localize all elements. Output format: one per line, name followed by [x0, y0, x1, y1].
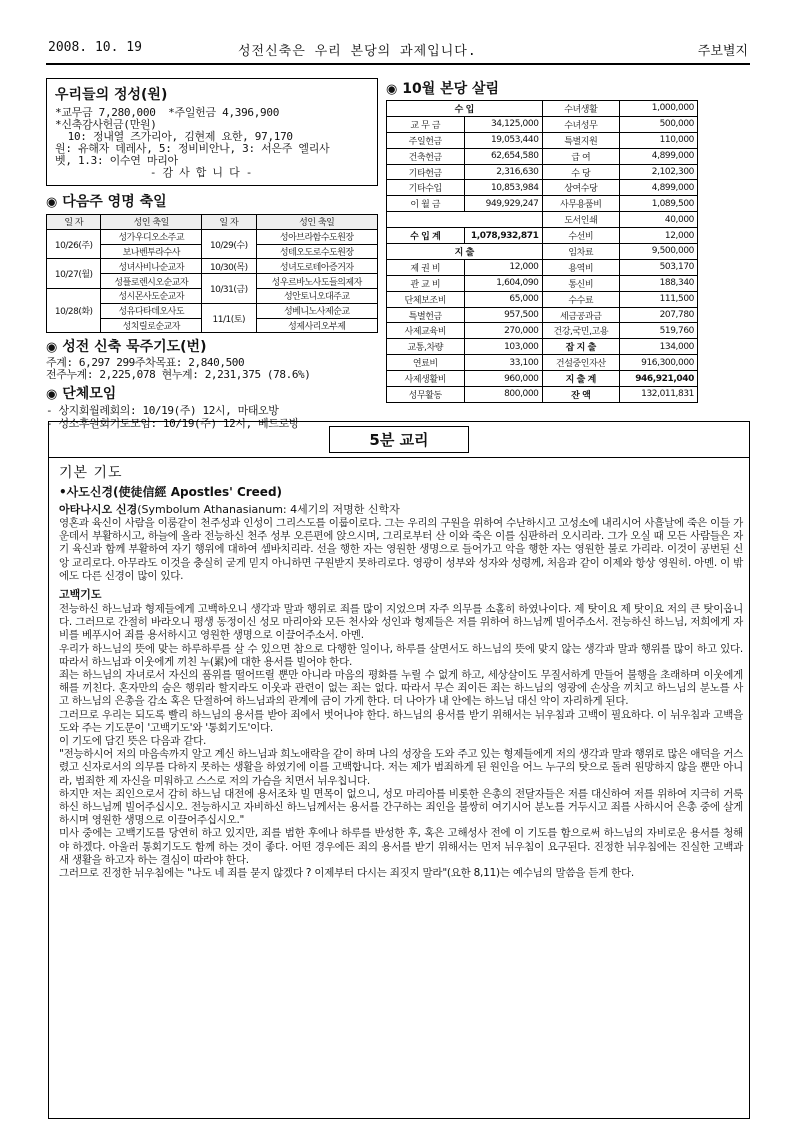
- group-title: 단체모임: [62, 386, 117, 403]
- feast-saint: 성유다타데오사도: [101, 303, 202, 318]
- finance-label: 성무활동: [387, 387, 465, 403]
- finance-label: 통신비: [542, 275, 620, 291]
- rosary-title: 성전 신축 묵주기도(번): [62, 339, 207, 356]
- feast-date: 10/26(주): [47, 229, 101, 259]
- group-section-title: [46, 383, 378, 403]
- rosary-section-title: [46, 336, 378, 356]
- offering-line: *교무금 7,280,000 *주일헌금 4,396,900: [55, 106, 280, 119]
- finance-row: [387, 307, 698, 323]
- finance-label: 수 입 계: [387, 228, 465, 244]
- finance-row: [387, 164, 698, 180]
- finance-amount: 1,089,500: [620, 196, 698, 212]
- feast-header-cell: 일 자: [202, 215, 256, 230]
- finance-label: 사무용품비: [542, 196, 620, 212]
- finance-amount: 132,011,831: [620, 387, 698, 403]
- feast-saint: 성베니노사제순교: [256, 303, 378, 318]
- finance-row: [387, 387, 698, 403]
- feast-saint: 성아브라함수도원장: [256, 229, 378, 244]
- finance-amount: 10,853,984: [464, 180, 542, 196]
- feast-row: [47, 229, 378, 244]
- feast-saint: 성치릴로순교자: [101, 318, 202, 333]
- finance-label: 이 월 금: [387, 196, 465, 212]
- finance-label: 수수료: [542, 291, 620, 307]
- finance-amount: 4,899,000: [620, 148, 698, 164]
- feast-date: 10/30(목): [202, 259, 256, 274]
- offering-line: *신축감사헌금(만원): [55, 118, 157, 131]
- finance-row: [387, 132, 698, 148]
- finance-label: 특별헌금: [387, 307, 465, 323]
- feast-title: 다음주 영명 축일: [62, 194, 167, 210]
- creed-title: •사도신경(使徒信經 Apostles' Creed): [59, 485, 283, 499]
- catechism-heading: 기본 기도: [59, 465, 123, 481]
- finance-label: 기타수입: [387, 180, 465, 196]
- athanasian-note: (Symbolum Athanasianum: 4세기의 저명한 신학자: [137, 503, 400, 516]
- paragraph: "전능하시어 저의 마음속까지 알고 계신 하느님과 희노애락을 같이 하며 나의 성장을 도와 주고 있는 형제들에게 저의 생각과 말과 행위로 많은 애덕을 거스렸고 신자로서의 의무를 다하지 못하는 생활을 하였기에 이를 고백합니다. 저는 제가 범죄하게 된 원인을 어느 누구의 탓으로 돌려 원망하지 않을 뿐만 아니라, 범죄한 제 자신을 미워하고 스스로 저의 가슴을 치면서 뉘우칩니다.: [59, 748, 743, 787]
- feast-date: 10/31(금): [202, 274, 256, 304]
- finance-amount: 40,000: [620, 212, 698, 228]
- finance-amount: 1,078,932,871: [464, 228, 542, 244]
- finance-amount: 503,170: [620, 259, 698, 275]
- finance-amount: 103,000: [464, 339, 542, 355]
- finance-label: 사제생활비: [387, 371, 465, 387]
- catechism-box-title: 5분 교리: [329, 426, 469, 453]
- paragraph: 전능하신 하느님과 형제들에게 고백하오니 생각과 말과 행위로 죄를 많이 지었으며 자주 의무를 소홀히 하였나이다. 제 탓이요 제 탓이요 저의 큰 탓이옵니다. 그러므로 간절히 바라오니 평생 동정이신 성모 마리아와 모든 천사와 성인과 형제들은 저를 위하여 하느님께 빌어주소서. 전능하신 하느님, 저희에게 자비를 베푸시어 죄를 용서하시고 영원한 생명으로 이끌어주소서. 아멘.: [59, 603, 743, 642]
- feast-header-cell: 성인 축일: [101, 215, 202, 230]
- target-bullet-icon: ◉: [386, 82, 398, 97]
- group-line: - 상지회월례회의: 10/19(주) 12시, 마태오방: [46, 404, 279, 418]
- finance-amount: 946,921,040: [620, 371, 698, 387]
- finance-section: [386, 78, 698, 403]
- finance-amount: 12,000: [464, 259, 542, 275]
- finance-amount: 9,500,000: [620, 244, 698, 260]
- athanasian-line: [59, 501, 743, 517]
- feast-saint: 성안토니오대주교: [256, 288, 378, 303]
- finance-amount: 207,780: [620, 307, 698, 323]
- finance-label: 연료비: [387, 355, 465, 371]
- feast-date: 10/28(화): [47, 288, 101, 332]
- feast-saint: 성녀사비나순교자: [101, 259, 202, 274]
- finance-label: 기타헌금: [387, 164, 465, 180]
- finance-label: 상여수당: [542, 180, 620, 196]
- finance-label: 제 권 비: [387, 259, 465, 275]
- paragraph: 이 기도에 담긴 뜻은 다음과 같다.: [59, 735, 207, 748]
- finance-amount: 19,053,440: [464, 132, 542, 148]
- finance-label: 급 여: [542, 148, 620, 164]
- finance-amount: 916,300,000: [620, 355, 698, 371]
- finance-label: 수녀성무: [542, 116, 620, 132]
- feast-saint: 보나벤투라수사: [101, 244, 202, 259]
- finance-label: 수녀생활: [542, 101, 620, 117]
- publication-name: 주보별지: [697, 44, 748, 59]
- finance-amount: 110,000: [620, 132, 698, 148]
- feast-header-cell: 일 자: [47, 215, 101, 230]
- target-bullet-icon: ◉: [46, 387, 58, 403]
- paragraph: 영혼과 육신이 사람을 이룸같이 천주성과 인성이 그리스도를 이룹이로다. 그는 우리의 구원을 위하여 수난하시고 고성소에 내리시어 사흘날에 죽은 이들 가운데서 부활하시고, 하늘에 올라 전능하신 천주 성부 오른편에 앉으시며, 그리로부터 산 이와 죽은 이를 심판하러 오시리라. 그가 오실 때 모든 사람들은 자기 육신과 함께 부활하여 자기 행위에 대하여 셈바치리라. 선을 행한 자는 영원한 생명으로 들어가고 악을 행한 자는 영원한 불로 가리라. 이것이 공번된 신앙 교리로다. 아무라도 이것을 충실히 굳게 믿지 아니하면 구원받지 못하리로다. 영광이 성부와 성자와 성령께, 처음과 같이 이제와 항상 영원히. 아멘. 이 밖에도 다른 신경이 많이 있다.: [59, 517, 743, 582]
- finance-row: [387, 196, 698, 212]
- paragraph: 그러므로 우리는 되도록 빨리 하느님의 용서를 받아 죄에서 벗어나야 한다. 하느님의 용서를 받기 위해서는 뉘우침과 고백이 필요하다. 이 뉘우침과 고백을 도와 주는 기도문이 '고백기도'와 '통회기도'이다.: [59, 708, 743, 734]
- paragraph: 하지만 저는 죄인으로서 감히 하느님 대전에 용서조차 빌 면목이 없으니, 성모 마리아를 비롯한 은총의 전달자들은 저를 대신하여 저를 위하여 지극히 거룩하신 하느님께 빌어주십시오. 전능하시고 자비하신 하느님께서는 용서를 간구하는 죄인을 불쌍히 여기시어 분노를 거두시고 죄를 사하시어 은총 중에 살게 하시며 영원한 생명으로 이끌어주십시오.": [59, 787, 743, 827]
- finance-amount: 949,929,247: [464, 196, 542, 212]
- athanasian-label: 아타나시오 신경: [59, 503, 138, 516]
- finance-amount: 270,000: [464, 323, 542, 339]
- finance-label: 건축헌금: [387, 148, 465, 164]
- target-bullet-icon: ◉: [46, 195, 58, 210]
- finance-label: 수 당: [542, 164, 620, 180]
- feast-saint: 성우르바노사도들의제자: [256, 274, 378, 289]
- finance-label: 관 교 비: [387, 275, 465, 291]
- finance-amount: 957,500: [464, 307, 542, 323]
- offering-box: [46, 78, 378, 186]
- finance-label: 세금공과금: [542, 307, 620, 323]
- feast-saint: 성시몬사도순교자: [101, 288, 202, 303]
- offering-title: 우리들의 정성(원): [55, 87, 168, 103]
- finance-table: [386, 100, 698, 403]
- page-header: [48, 40, 748, 62]
- finance-label: 주일헌금: [387, 132, 465, 148]
- offering-line: 10: 정내열 즈가리아, 김현제 요한, 97,170: [55, 130, 293, 143]
- target-bullet-icon: ◉: [46, 340, 58, 356]
- offering-line: 벳, 1.3: 이수연 마리아: [55, 154, 178, 167]
- finance-amount: 2,102,300: [620, 164, 698, 180]
- finance-label: 사제교육비: [387, 323, 465, 339]
- issue-date: 2008. 10. 19: [48, 40, 142, 55]
- finance-amount: 111,500: [620, 291, 698, 307]
- finance-section-title: [386, 78, 698, 98]
- finance-label: 건강,국민,고용: [542, 323, 620, 339]
- feast-date: 11/1(토): [202, 303, 256, 333]
- finance-row: [387, 101, 698, 117]
- feast-section-title: [46, 191, 378, 211]
- finance-label: [387, 212, 543, 228]
- finance-label: 지 출 계: [542, 371, 620, 387]
- finance-amount: 33,100: [464, 355, 542, 371]
- finance-row: [387, 355, 698, 371]
- rosary-line: 전주누계: 2,225,078 현누계: 2,231,375 (78.6%): [46, 368, 311, 382]
- finance-amount: 34,125,000: [464, 116, 542, 132]
- finance-row: [387, 371, 698, 387]
- finance-label: 특별지원: [542, 132, 620, 148]
- finance-label: 교 무 금: [387, 116, 465, 132]
- feast-saint: 성녀도로테아증거자: [256, 259, 378, 274]
- group-line: - 성소후원회기도모임: 10/19(주) 12시, 베드로방: [46, 417, 299, 431]
- finance-title: 10월 본당 살림: [402, 81, 500, 97]
- finance-amount: 4,899,000: [620, 180, 698, 196]
- finance-amount: 800,000: [464, 387, 542, 403]
- finance-amount: 500,000: [620, 116, 698, 132]
- finance-label: 건설중인자산: [542, 355, 620, 371]
- paragraph: 미사 중에는 고백기도를 당연히 하고 있지만, 죄를 범한 후에나 하루를 반성한 후, 혹은 고해성사 전에 이 기도를 함으로써 하느님의 자비로운 용서를 청해야 하겠다. 아울러 통회기도도 함께 하는 것이 좋다. 어떤 경우에든 죄의 용서를 받기 위해서는 먼저 뉘우침이 요구된다. 진정한 뉘우침에는 진실한 고백과 새 생활을 하고자 하는 결심이 따라야 한다.: [59, 827, 743, 866]
- feast-header-cell: 성인 축일: [256, 215, 378, 230]
- header-divider: [46, 63, 750, 65]
- finance-row: [387, 148, 698, 164]
- feast-saint: 성가우디오소주교: [101, 229, 202, 244]
- finance-label: 잡 지 출: [542, 339, 620, 355]
- offering-line: - 감 사 합 니 다 -: [55, 166, 253, 179]
- finance-label: 수선비: [542, 228, 620, 244]
- finance-row: [387, 180, 698, 196]
- finance-label: 용역비: [542, 259, 620, 275]
- finance-row: [387, 259, 698, 275]
- finance-amount: 960,000: [464, 371, 542, 387]
- finance-row: [387, 244, 698, 260]
- finance-amount: 134,000: [620, 339, 698, 355]
- finance-label: 교통,차량: [387, 339, 465, 355]
- finance-label: 수 입: [387, 101, 543, 117]
- feast-saint: 성플로렌시오순교자: [101, 274, 202, 289]
- finance-label: 잔 액: [542, 387, 620, 403]
- finance-label: 도서인쇄: [542, 212, 620, 228]
- rosary-line: 주계: 6,297 299주차목표: 2,840,500: [46, 356, 245, 370]
- feast-date: 10/29(수): [202, 229, 256, 259]
- paragraph: 그러므로 진정한 뉘우침에는 "나도 네 죄를 묻지 않겠다 ? 이제부터 다시는 죄짓지 말라"(요한 8,11)는 예수님의 말씀을 듣게 한다.: [59, 867, 634, 880]
- finance-label: 지 출: [387, 244, 543, 260]
- finance-row: [387, 116, 698, 132]
- paragraph: 우리가 하느님의 뜻에 맞는 하루하루를 살 수 있으면 참으로 다행한 일이나, 하루를 살면서도 하느님의 뜻에 맞지 않는 생각과 말과 행위를 많이 하고 있다. 따라서 하느님과 이웃에게 끼친 누(累)에 대한 용서를 빌어야 한다.: [59, 642, 743, 668]
- finance-amount: 65,000: [464, 291, 542, 307]
- confession-title: 고백기도: [59, 588, 102, 602]
- finance-amount: 2,316,630: [464, 164, 542, 180]
- feast-header-row: [47, 215, 378, 230]
- feast-date: 10/27(월): [47, 259, 101, 289]
- header-title: 성전신축은 우리 본당의 과제입니다.: [238, 44, 477, 59]
- offering-line: 원: 유해자 데레사, 5: 정비비안나, 3: 서은주 엘리사: [55, 142, 330, 155]
- finance-amount: 188,340: [620, 275, 698, 291]
- catechism-divider: [49, 457, 749, 458]
- paragraph: 죄는 하느님의 자녀로서 자신의 품위를 떨어뜨릴 뿐만 아니라 마음의 평화를 누릴 수 없게 하고, 세상살이도 무질서하게 만들어 불행을 초래하며 이웃에게 해를 끼친다. 혼자만의 숨은 행위라 할지라도 이웃과 관련이 없는 죄는 없다. 따라서 무슨 죄이든 죄는 하느님의 영광에 손상을 끼치고 하느님의 분노를 사고 하느님의 은총을 감소 혹은 단절하여 하느님과의 관계에 금이 가게 한다. 더 나아가 내 안에는 하느님 대신 악이 자리하게 된다.: [59, 669, 743, 708]
- feast-table: [46, 214, 378, 333]
- finance-row: [387, 275, 698, 291]
- finance-label: 임차료: [542, 244, 620, 260]
- finance-amount: 519,760: [620, 323, 698, 339]
- finance-label: 단체보조비: [387, 291, 465, 307]
- finance-row: [387, 291, 698, 307]
- finance-row: [387, 212, 698, 228]
- finance-amount: 62,654,580: [464, 148, 542, 164]
- finance-row: [387, 228, 698, 244]
- finance-row: [387, 339, 698, 355]
- rosary-section: [46, 336, 378, 381]
- left-column: [46, 78, 378, 430]
- feast-row: [47, 259, 378, 274]
- finance-row: [387, 323, 698, 339]
- feast-saint: 성제사리오부제: [256, 318, 378, 333]
- finance-amount: 1,604,090: [464, 275, 542, 291]
- feast-saint: 성테오도로수도원장: [256, 244, 378, 259]
- finance-amount: 12,000: [620, 228, 698, 244]
- finance-amount: 1,000,000: [620, 101, 698, 117]
- catechism-box: [48, 421, 750, 1119]
